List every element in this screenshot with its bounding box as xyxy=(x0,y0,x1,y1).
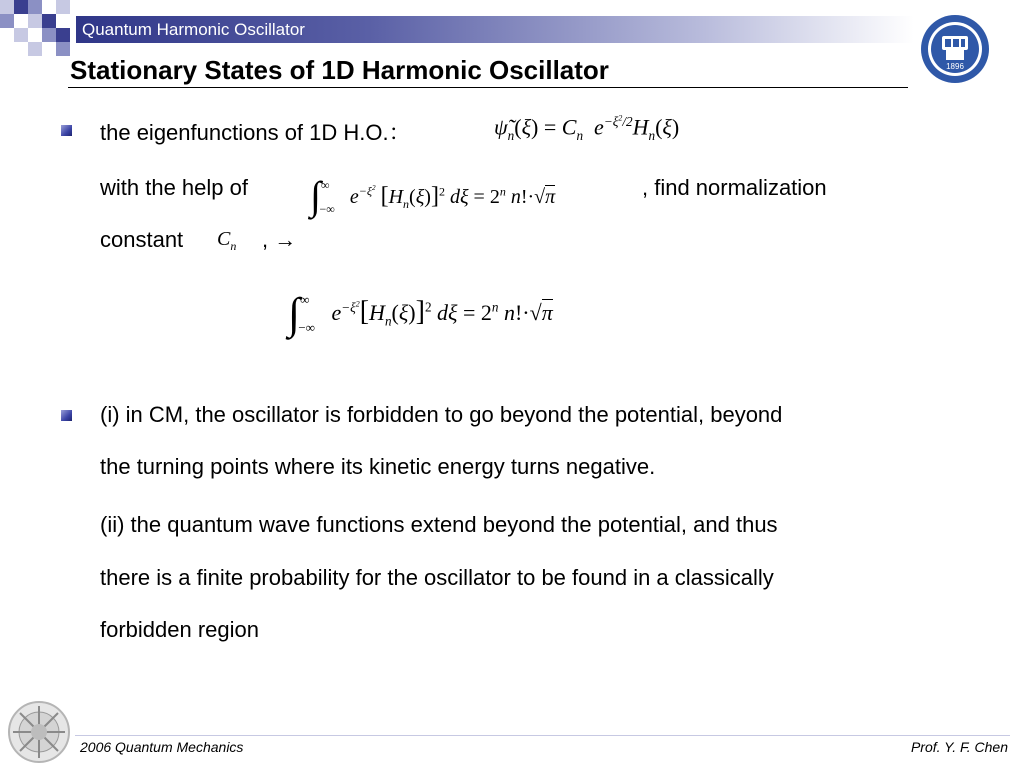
constant-label: constant xyxy=(100,227,184,252)
integral-identity-inline: $\int^\infty_{-\infty}$ $e^{-\xi^2}$ $[H_n(\xi)]^2$ dξ = 2$^n$ n!·√π xyxy=(310,173,556,218)
with-help-label: with the help of xyxy=(100,175,248,200)
quantum-statement-line3: forbidden region xyxy=(100,617,260,642)
footer-author: Prof. Y. F. Chen xyxy=(910,739,1008,755)
decor-square xyxy=(28,0,42,14)
quantum-statement-line2: there is a finite probability for the oscillator to be found in a classically xyxy=(100,565,774,590)
decor-square xyxy=(0,0,14,14)
bullet-marker xyxy=(61,125,72,136)
bullet-marker xyxy=(61,410,72,421)
constant-symbol: $C_n$ xyxy=(217,228,237,253)
quantum-statement-line1: (ii) the quantum wave functions extend beyond the potential, and thus xyxy=(100,512,778,537)
decor-square xyxy=(42,14,56,28)
decor-square xyxy=(14,0,28,14)
integral-identity-display: $\int^\infty_{-\infty}$ $e^{-\xi^2}[H_n(\xi)]^2$ dξ = 2$^n$ n!·√π xyxy=(288,289,553,338)
footer-divider xyxy=(75,735,1010,736)
decor-square xyxy=(0,14,14,28)
eigenfunction-label: the eigenfunctions of 1D H.O.： xyxy=(100,120,411,145)
cm-statement-line2: the turning points where its kinetic energy turns negative. xyxy=(100,454,656,479)
arrow-text: , → xyxy=(262,227,297,252)
decor-square xyxy=(14,28,28,42)
banner-title: Quantum Harmonic Oscillator xyxy=(82,20,305,39)
decor-square xyxy=(56,0,70,14)
cm-statement-line1: (i) in CM, the oscillator is forbidden to go beyond the potential, beyond xyxy=(100,402,783,427)
decor-square xyxy=(56,28,70,42)
logo-year: 1896 xyxy=(946,62,964,71)
title-underline xyxy=(68,87,908,88)
decor-square xyxy=(42,28,56,42)
eigenfunction-equation: $\psĩ_n(\xi) = C_n$ $e^{-\xi^2/2}H_n(\xi)$ xyxy=(494,114,680,144)
slide-title: Stationary States of 1D Harmonic Oscillator xyxy=(70,55,609,85)
decor-square xyxy=(28,42,42,56)
decor-square xyxy=(28,14,42,28)
university-logo xyxy=(920,14,990,84)
footer-course: 2006 Quantum Mechanics xyxy=(80,739,244,755)
normalization-text: , find normalization xyxy=(642,175,827,200)
footer-emblem xyxy=(4,698,74,766)
decor-square xyxy=(56,42,70,56)
